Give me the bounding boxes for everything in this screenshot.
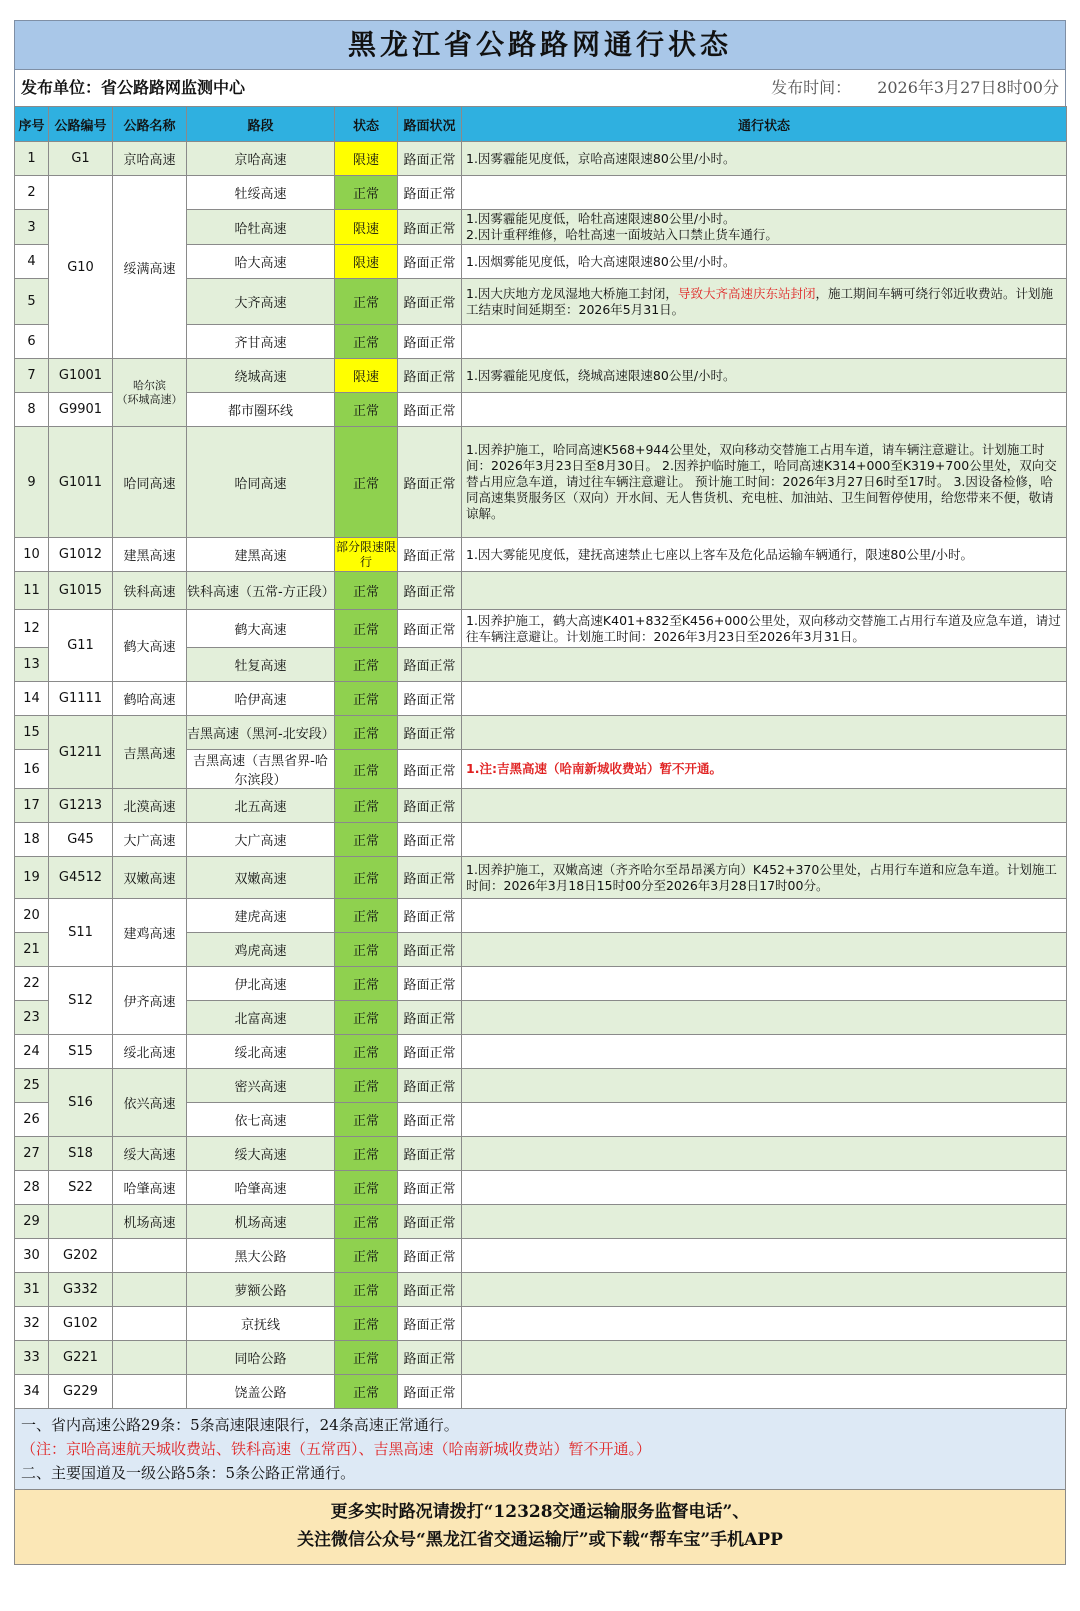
table-row	[15, 1341, 1067, 1375]
row-no: 12	[15, 610, 49, 648]
road-section: 双嫩高速	[187, 857, 335, 899]
road-section: 都市圈环线	[187, 393, 335, 427]
road-section: 黑大公路	[187, 1239, 335, 1273]
road-code	[49, 1205, 113, 1239]
header-code: 公路编号	[49, 107, 113, 142]
surface-condition: 路面正常	[398, 967, 462, 1001]
header-traffic: 通行状态	[462, 107, 1067, 142]
traffic-info	[462, 1375, 1067, 1409]
traffic-info	[462, 1341, 1067, 1375]
row-no: 11	[15, 572, 49, 610]
publish-time: 2026年3月27日8时00分	[877, 78, 1059, 97]
road-name: 北漠高速	[113, 789, 187, 823]
traffic-info-text: ，施工期间车辆可绕行邻近收费站。计划施工结束时间延期至：2026年5月31日。	[466, 285, 1053, 317]
table-row	[15, 1069, 1067, 1103]
status-badge: 限速	[335, 245, 398, 279]
road-section: 绥北高速	[187, 1035, 335, 1069]
status-badge: 正常	[335, 1171, 398, 1205]
road-code: G102	[49, 1307, 113, 1341]
status-badge: 正常	[335, 1307, 398, 1341]
table-row	[15, 538, 1067, 572]
road-code: G45	[49, 823, 113, 857]
road-name: 大广高速	[113, 823, 187, 857]
road-code: G1	[49, 142, 113, 176]
table-row	[15, 823, 1067, 857]
surface-condition: 路面正常	[398, 1307, 462, 1341]
status-badge: 正常	[335, 716, 398, 750]
traffic-info: 1.因养护施工，双嫩高速（齐齐哈尔至昂昂溪方向）K452+370公里处，占用行车道和应急车道。计划施工时间：2026年3月18日15时00分至2026年3月28日17时00分。	[462, 857, 1067, 899]
page-title: 黑龙江省公路路网通行状态	[14, 20, 1066, 70]
summary-block	[14, 1409, 1066, 1490]
table-row	[15, 1273, 1067, 1307]
road-section: 饶盖公路	[187, 1375, 335, 1409]
table-row	[15, 1239, 1067, 1273]
traffic-info	[462, 1103, 1067, 1137]
table-header-row	[15, 107, 1067, 142]
traffic-info	[462, 933, 1067, 967]
status-badge: 正常	[335, 648, 398, 682]
table-row	[15, 427, 1067, 538]
status-badge: 正常	[335, 967, 398, 1001]
summary-expressway: 一、省内高速公路29条：5条高速限速限行，24条高速正常通行。	[21, 1416, 459, 1434]
status-badge: 正常	[335, 682, 398, 716]
surface-condition: 路面正常	[398, 716, 462, 750]
traffic-info	[462, 1069, 1067, 1103]
status-badge: 正常	[335, 823, 398, 857]
road-section: 建虎高速	[187, 899, 335, 933]
road-name	[113, 1307, 187, 1341]
road-section: 大齐高速	[187, 279, 335, 325]
road-section: 哈肇高速	[187, 1171, 335, 1205]
road-section: 北五高速	[187, 789, 335, 823]
traffic-info-line: 1.因雾霾能见度低，哈牡高速限速80公里/小时。	[466, 211, 736, 226]
road-code: G1211	[49, 716, 113, 789]
surface-condition: 路面正常	[398, 279, 462, 325]
row-no: 3	[15, 210, 49, 245]
surface-condition: 路面正常	[398, 1069, 462, 1103]
traffic-info	[462, 210, 1067, 245]
traffic-info	[462, 1307, 1067, 1341]
table-row	[15, 857, 1067, 899]
row-no: 16	[15, 750, 49, 789]
status-badge: 正常	[335, 1341, 398, 1375]
table-row	[15, 1035, 1067, 1069]
road-code: G1011	[49, 427, 113, 538]
traffic-info	[462, 279, 1067, 325]
traffic-info	[462, 823, 1067, 857]
surface-condition: 路面正常	[398, 538, 462, 572]
traffic-info	[462, 572, 1067, 610]
table-row	[15, 716, 1067, 750]
table-row	[15, 610, 1067, 648]
road-code: S16	[49, 1069, 113, 1137]
road-name: 鹤哈高速	[113, 682, 187, 716]
row-no: 22	[15, 967, 49, 1001]
surface-condition: 路面正常	[398, 1171, 462, 1205]
road-name: 双嫩高速	[113, 857, 187, 899]
road-name: 伊齐高速	[113, 967, 187, 1035]
table-row	[15, 1171, 1067, 1205]
surface-condition: 路面正常	[398, 899, 462, 933]
table-row	[15, 1205, 1067, 1239]
road-section: 京哈高速	[187, 142, 335, 176]
surface-condition: 路面正常	[398, 1035, 462, 1069]
table-row	[15, 1375, 1067, 1409]
surface-condition: 路面正常	[398, 176, 462, 210]
table-row	[15, 359, 1067, 393]
row-no: 29	[15, 1205, 49, 1239]
road-name	[113, 359, 187, 427]
row-no: 7	[15, 359, 49, 393]
row-no: 19	[15, 857, 49, 899]
status-badge: 正常	[335, 750, 398, 789]
summary-note: （注：京哈高速航天城收费站、铁科高速（五常西）、吉黑高速（哈南新城收费站）暂不开通。）	[21, 1440, 652, 1458]
surface-condition: 路面正常	[398, 933, 462, 967]
table-row	[15, 899, 1067, 933]
table-row	[15, 1137, 1067, 1171]
traffic-info	[462, 1239, 1067, 1273]
status-badge: 正常	[335, 1239, 398, 1273]
road-code: S15	[49, 1035, 113, 1069]
surface-condition: 路面正常	[398, 610, 462, 648]
row-no: 5	[15, 279, 49, 325]
road-section: 哈伊高速	[187, 682, 335, 716]
surface-condition: 路面正常	[398, 210, 462, 245]
surface-condition: 路面正常	[398, 750, 462, 789]
road-section: 大广高速	[187, 823, 335, 857]
header-no: 序号	[15, 107, 49, 142]
traffic-info: 1.因养护施工，哈同高速K568+944公里处，双向移动交替施工占用车道，请车辆注意避让。计划施工时间：2026年3月23日至8月30日。 2.因养护临时施工，哈同高速K314+000至K319+700公里处，双向交替占用应急车道，请过往车辆注意避让。 预计施工时间：2026年3月27日6时至17时。 3.因设备检修，哈同高速集贤服务区（双向）开水间、无人售货机、充电桩、加油站、卫生间暂停使用，给您带来不便，敬请谅解。	[462, 427, 1067, 538]
road-section: 鸡虎高速	[187, 933, 335, 967]
road-name	[113, 1239, 187, 1273]
row-no: 28	[15, 1171, 49, 1205]
road-section: 哈同高速	[187, 427, 335, 538]
traffic-info	[462, 716, 1067, 750]
road-code: G1015	[49, 572, 113, 610]
row-no: 25	[15, 1069, 49, 1103]
surface-condition: 路面正常	[398, 1375, 462, 1409]
road-name	[113, 1375, 187, 1409]
road-status-table	[14, 106, 1067, 1409]
surface-condition: 路面正常	[398, 1341, 462, 1375]
traffic-info: 1.因大雾能见度低，建抚高速禁止七座以上客车及危化品运输车辆通行，限速80公里/小时。	[462, 538, 1067, 572]
road-section: 铁科高速（五常-方正段）	[187, 572, 335, 610]
surface-condition: 路面正常	[398, 1205, 462, 1239]
road-code: G1012	[49, 538, 113, 572]
surface-condition: 路面正常	[398, 1137, 462, 1171]
publish-time-label: 发布时间：	[771, 78, 852, 97]
surface-condition: 路面正常	[398, 648, 462, 682]
road-code: S22	[49, 1171, 113, 1205]
row-no: 34	[15, 1375, 49, 1409]
road-code: G4512	[49, 857, 113, 899]
status-badge: 部分限速限行	[335, 538, 398, 572]
road-name: 机场高速	[113, 1205, 187, 1239]
row-no: 9	[15, 427, 49, 538]
road-code: G332	[49, 1273, 113, 1307]
status-badge: 正常	[335, 789, 398, 823]
status-badge: 正常	[335, 572, 398, 610]
traffic-info	[462, 1035, 1067, 1069]
row-no: 32	[15, 1307, 49, 1341]
row-no: 13	[15, 648, 49, 682]
road-code: G202	[49, 1239, 113, 1273]
traffic-info	[462, 789, 1067, 823]
row-no: 17	[15, 789, 49, 823]
road-code: G229	[49, 1375, 113, 1409]
road-name	[113, 1273, 187, 1307]
road-name: 建黑高速	[113, 538, 187, 572]
publish-time-info	[771, 70, 1059, 106]
road-section: 机场高速	[187, 1205, 335, 1239]
traffic-info	[462, 967, 1067, 1001]
road-code: G1213	[49, 789, 113, 823]
road-section: 伊北高速	[187, 967, 335, 1001]
footer-notice	[14, 1490, 1066, 1565]
road-section: 绕城高速	[187, 359, 335, 393]
status-badge: 正常	[335, 325, 398, 359]
publisher-name: 省公路路网监测中心	[101, 78, 246, 97]
status-badge: 限速	[335, 142, 398, 176]
surface-condition: 路面正常	[398, 682, 462, 716]
road-section: 牡绥高速	[187, 176, 335, 210]
road-code: S18	[49, 1137, 113, 1171]
surface-condition: 路面正常	[398, 1001, 462, 1035]
road-section: 依七高速	[187, 1103, 335, 1137]
traffic-info-line: 2.因计重秤维修，哈牡高速一面坡站入口禁止货车通行。	[466, 227, 778, 242]
road-name: 依兴高速	[113, 1069, 187, 1137]
surface-condition: 路面正常	[398, 142, 462, 176]
table-row	[15, 176, 1067, 210]
road-code: G221	[49, 1341, 113, 1375]
table-row	[15, 789, 1067, 823]
surface-condition: 路面正常	[398, 572, 462, 610]
traffic-info: 1.因雾霾能见度低，京哈高速限速80公里/小时。	[462, 142, 1067, 176]
traffic-alert-text: 导致大齐高速庆东站封闭	[677, 285, 816, 301]
road-code: G10	[49, 176, 113, 359]
status-badge: 正常	[335, 899, 398, 933]
table-row	[15, 1307, 1067, 1341]
table-row	[15, 142, 1067, 176]
status-badge: 正常	[335, 279, 398, 325]
surface-condition: 路面正常	[398, 427, 462, 538]
road-section: 牡复高速	[187, 648, 335, 682]
road-section: 吉黑高速（黑河-北安段）	[187, 716, 335, 750]
row-no: 24	[15, 1035, 49, 1069]
row-no: 30	[15, 1239, 49, 1273]
road-code: G1111	[49, 682, 113, 716]
surface-condition: 路面正常	[398, 393, 462, 427]
traffic-info	[462, 1171, 1067, 1205]
traffic-info: 1.因养护施工，鹤大高速K401+832至K456+000公里处，双向移动交替施工占用行车道及应急车道，请过往车辆注意避让。计划施工时间：2026年3月23日至2026年3月31日。	[462, 610, 1067, 648]
row-no: 31	[15, 1273, 49, 1307]
traffic-info	[462, 1273, 1067, 1307]
road-name: 建鸡高速	[113, 899, 187, 967]
road-section: 密兴高速	[187, 1069, 335, 1103]
status-badge: 限速	[335, 210, 398, 245]
road-section: 同哈公路	[187, 1341, 335, 1375]
status-badge: 正常	[335, 857, 398, 899]
row-no: 20	[15, 899, 49, 933]
traffic-info	[462, 1205, 1067, 1239]
summary-national-roads: 二、主要国道及一级公路5条：5条公路正常通行。	[21, 1464, 356, 1482]
road-name: 吉黑高速	[113, 716, 187, 789]
road-code: S12	[49, 967, 113, 1035]
table-row	[15, 572, 1067, 610]
publisher-info	[21, 70, 245, 106]
traffic-info	[462, 648, 1067, 682]
header-section: 路段	[187, 107, 335, 142]
status-badge: 正常	[335, 1375, 398, 1409]
road-name: 绥满高速	[113, 176, 187, 359]
row-no: 1	[15, 142, 49, 176]
road-name-line: 哈尔滨	[133, 378, 166, 392]
surface-condition: 路面正常	[398, 789, 462, 823]
road-name: 哈同高速	[113, 427, 187, 538]
road-section: 北富高速	[187, 1001, 335, 1035]
traffic-info	[462, 899, 1067, 933]
row-no: 10	[15, 538, 49, 572]
road-code: S11	[49, 899, 113, 967]
road-section: 建黑高速	[187, 538, 335, 572]
road-section: 哈大高速	[187, 245, 335, 279]
footer-app: 关注微信公众号“黑龙江省交通运输厅”或下载“帮车宝”手机APP	[297, 1530, 783, 1550]
traffic-info: 1.因雾霾能见度低，绕城高速限速80公里/小时。	[462, 359, 1067, 393]
status-badge: 限速	[335, 359, 398, 393]
header-surface: 路面状况	[398, 107, 462, 142]
header-name: 公路名称	[113, 107, 187, 142]
road-name: 绥大高速	[113, 1137, 187, 1171]
status-badge: 正常	[335, 1137, 398, 1171]
road-name: 鹤大高速	[113, 610, 187, 682]
row-no: 33	[15, 1341, 49, 1375]
status-badge: 正常	[335, 1273, 398, 1307]
status-badge: 正常	[335, 1205, 398, 1239]
traffic-info: 1.因烟雾能见度低，哈大高速限速80公里/小时。	[462, 245, 1067, 279]
traffic-info	[462, 1001, 1067, 1035]
road-code: G11	[49, 610, 113, 682]
status-badge: 正常	[335, 1035, 398, 1069]
traffic-info	[462, 682, 1067, 716]
status-badge: 正常	[335, 427, 398, 538]
traffic-info: 1.注:吉黑高速（哈南新城收费站）暂不开通。	[462, 750, 1067, 789]
road-name: 哈肇高速	[113, 1171, 187, 1205]
surface-condition: 路面正常	[398, 245, 462, 279]
surface-condition: 路面正常	[398, 1273, 462, 1307]
report	[14, 20, 1066, 1565]
road-section: 萝额公路	[187, 1273, 335, 1307]
publish-bar	[14, 70, 1066, 106]
traffic-info	[462, 393, 1067, 427]
footer-hotline: 更多实时路况请拨打“12328交通运输服务监督电话”、	[330, 1502, 750, 1522]
row-no: 14	[15, 682, 49, 716]
surface-condition: 路面正常	[398, 359, 462, 393]
surface-condition: 路面正常	[398, 857, 462, 899]
table-row	[15, 967, 1067, 1001]
publisher-label: 发布单位：	[21, 78, 102, 97]
road-section: 吉黑高速（吉黑省界-哈尔滨段）	[187, 750, 335, 789]
road-name	[113, 1341, 187, 1375]
row-no: 2	[15, 176, 49, 210]
road-section: 齐甘高速	[187, 325, 335, 359]
row-no: 8	[15, 393, 49, 427]
road-name: 绥北高速	[113, 1035, 187, 1069]
road-name-line: （环城高速）	[116, 392, 183, 406]
surface-condition: 路面正常	[398, 1103, 462, 1137]
header-status: 状态	[335, 107, 398, 142]
surface-condition: 路面正常	[398, 823, 462, 857]
traffic-info	[462, 1137, 1067, 1171]
road-name: 铁科高速	[113, 572, 187, 610]
row-no: 4	[15, 245, 49, 279]
status-badge: 正常	[335, 1069, 398, 1103]
status-badge: 正常	[335, 1001, 398, 1035]
status-badge: 正常	[335, 176, 398, 210]
table-row	[15, 682, 1067, 716]
road-code: G1001	[49, 359, 113, 393]
road-section: 鹤大高速	[187, 610, 335, 648]
status-badge: 正常	[335, 1103, 398, 1137]
row-no: 21	[15, 933, 49, 967]
surface-condition: 路面正常	[398, 325, 462, 359]
row-no: 6	[15, 325, 49, 359]
row-no: 27	[15, 1137, 49, 1171]
traffic-info	[462, 176, 1067, 210]
road-name: 京哈高速	[113, 142, 187, 176]
row-no: 15	[15, 716, 49, 750]
status-badge: 正常	[335, 610, 398, 648]
row-no: 26	[15, 1103, 49, 1137]
status-badge: 正常	[335, 933, 398, 967]
surface-condition: 路面正常	[398, 1239, 462, 1273]
road-code: G9901	[49, 393, 113, 427]
row-no: 18	[15, 823, 49, 857]
road-section: 绥大高速	[187, 1137, 335, 1171]
status-badge: 正常	[335, 393, 398, 427]
traffic-info	[462, 325, 1067, 359]
road-section: 哈牡高速	[187, 210, 335, 245]
row-no: 23	[15, 1001, 49, 1035]
road-section: 京抚线	[187, 1307, 335, 1341]
traffic-info-text: 1.因大庆地方龙凤湿地大桥施工封闭，	[466, 285, 678, 301]
